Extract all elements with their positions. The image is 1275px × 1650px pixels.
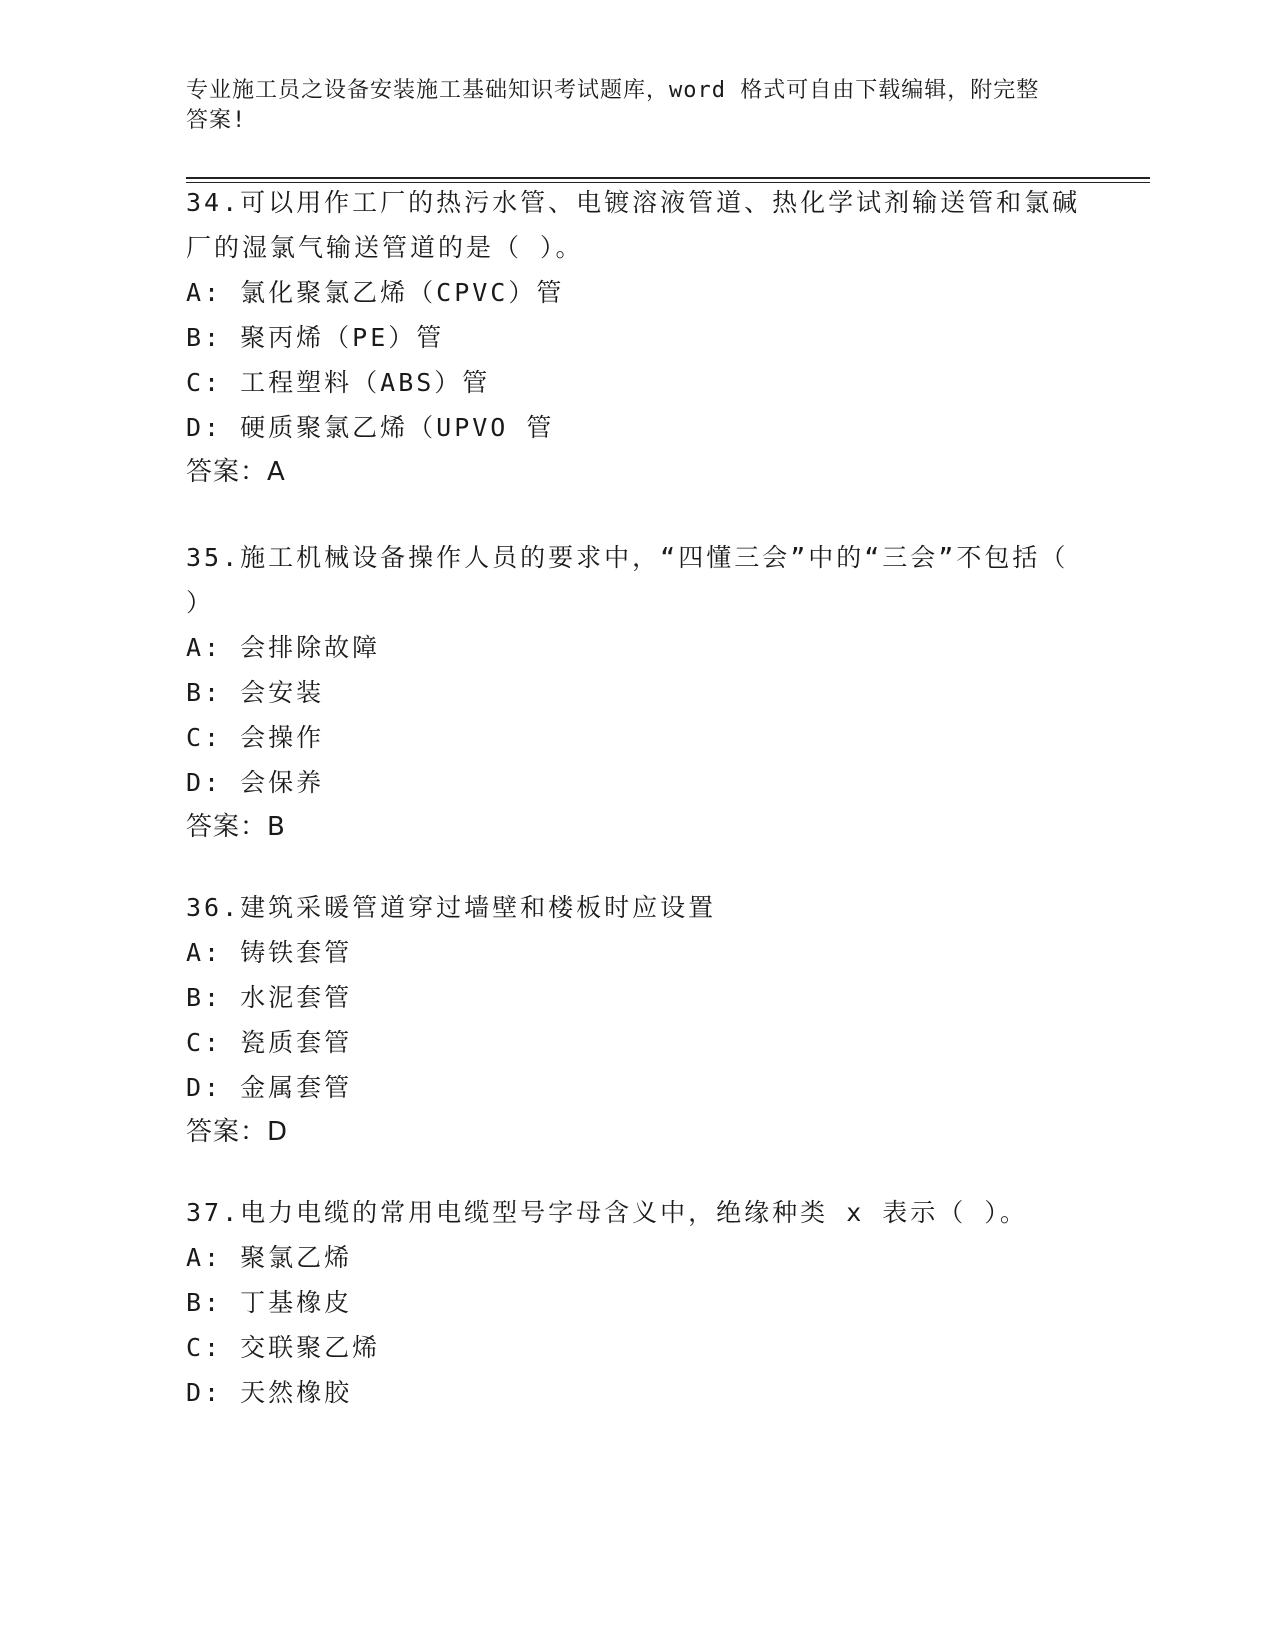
answer-label: 答案：B xyxy=(186,812,286,842)
question-35 xyxy=(186,535,1086,850)
option-c: C: 工程塑料（ABS）管 xyxy=(186,368,491,397)
question-stem: 34.可以用作工厂的热污水管、电镀溶液管道、热化学试剂输送管和氯碱厂的湿氯气输送管道的是（ ）。 xyxy=(186,188,1081,262)
document-page xyxy=(186,0,1150,1650)
option-d: D: 金属套管 xyxy=(186,1073,353,1102)
question-stem: 36.建筑采暖管道穿过墙壁和楼板时应设置 xyxy=(186,893,717,922)
option-c: C: 瓷质套管 xyxy=(186,1028,353,1057)
question-37 xyxy=(186,1190,1086,1415)
option-b: B: 聚丙烯（PE）管 xyxy=(186,323,445,352)
option-b: B: 水泥套管 xyxy=(186,983,353,1012)
answer-label: 答案：A xyxy=(186,457,286,487)
option-c: C: 交联聚乙烯 xyxy=(186,1333,381,1362)
question-36 xyxy=(186,885,1086,1155)
option-b: B: 会安装 xyxy=(186,678,325,707)
option-d: D: 会保养 xyxy=(186,768,325,797)
option-b: B: 丁基橡皮 xyxy=(186,1288,353,1317)
answer-label: 答案：D xyxy=(186,1117,289,1147)
option-a: A: 铸铁套管 xyxy=(186,938,353,967)
option-c: C: 会操作 xyxy=(186,723,325,752)
option-d: D: 天然橡胶 xyxy=(186,1378,353,1407)
document-header: 专业施工员之设备安装施工基础知识考试题库，word 格式可自由下载编辑，附完整答案! xyxy=(186,78,1040,133)
question-stem: 37.电力电缆的常用电缆型号字母含义中，绝缘种类 x 表示（ ）。 xyxy=(186,1198,1028,1227)
question-stem: 35.施工机械设备操作人员的要求中，“四懂三会”中的“三会”不包括（ ） xyxy=(186,543,1069,617)
question-34 xyxy=(186,180,1086,495)
option-d: D: 硬质聚氯乙烯（UPVO 管 xyxy=(186,413,555,442)
option-a: A: 会排除故障 xyxy=(186,633,381,662)
option-a: A: 聚氯乙烯 xyxy=(186,1243,353,1272)
option-a: A: 氯化聚氯乙烯（CPVC）管 xyxy=(186,278,565,307)
